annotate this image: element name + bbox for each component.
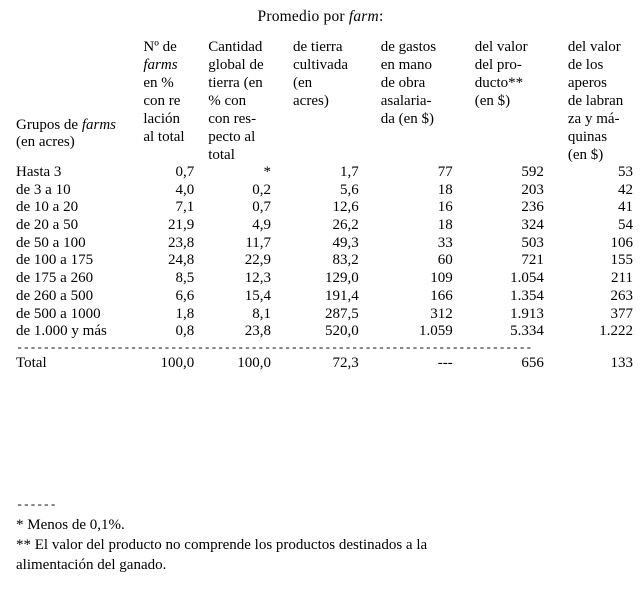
table-row bbox=[16, 252, 641, 270]
cell-cultivated: 129,0 bbox=[324, 270, 359, 287]
cell-labor: 77 bbox=[437, 164, 453, 180]
header-groups bbox=[16, 38, 143, 164]
h4-l2: de obra bbox=[380, 75, 426, 91]
header-total-land bbox=[208, 38, 293, 164]
h2-l6: total bbox=[208, 147, 235, 163]
cell-farms-pct: 0,8 bbox=[175, 323, 195, 340]
h1-l0: Nº de bbox=[143, 39, 177, 55]
h6-l3: de labran bbox=[567, 93, 624, 109]
table-supertitle bbox=[0, 8, 641, 26]
cell-farms-pct: 4,0 bbox=[175, 181, 195, 198]
farms-statistics-table bbox=[16, 38, 641, 373]
cell-cultivated: 83,2 bbox=[332, 252, 359, 269]
cell-implements: 53 bbox=[618, 164, 633, 180]
cell-cultivated: 520,0 bbox=[324, 323, 359, 340]
total-product: 656 bbox=[521, 355, 544, 372]
cell-product: 1.913 bbox=[510, 305, 544, 322]
header-wage-labor-expenses bbox=[381, 38, 475, 164]
h6-l0: del valor bbox=[567, 39, 621, 55]
cell-product: 592 bbox=[521, 164, 544, 180]
table-row bbox=[16, 270, 641, 288]
table-body bbox=[16, 164, 641, 341]
supertitle-prefix: Promedio por bbox=[257, 8, 349, 25]
h5-l1: del pro- bbox=[474, 57, 522, 73]
total-land-pct: 100,0 bbox=[237, 355, 272, 372]
h2-l4: con res- bbox=[208, 111, 257, 127]
cell-product: 721 bbox=[521, 252, 544, 269]
h4-l0: de gastos bbox=[380, 39, 437, 55]
total-farms-pct: 100,0 bbox=[160, 355, 195, 372]
table-row bbox=[16, 288, 641, 306]
cell-labor: 109 bbox=[430, 270, 453, 287]
h2-l2: tierra (en bbox=[208, 75, 263, 91]
h4-l1: en mano bbox=[380, 57, 432, 73]
cell-land-pct: 15,4 bbox=[244, 287, 272, 304]
h6-l5: quinas bbox=[567, 129, 608, 145]
cell-cultivated: 191,4 bbox=[324, 287, 359, 304]
h2-l3: % con bbox=[208, 93, 247, 109]
cell-land-pct: * bbox=[263, 164, 272, 180]
header-implements-value bbox=[568, 38, 641, 164]
total-labor: --- bbox=[437, 355, 453, 372]
cell-land-pct: 23,8 bbox=[244, 323, 272, 340]
total-label: Total bbox=[16, 355, 47, 372]
cell-labor: 18 bbox=[437, 217, 453, 234]
cell-implements: 211 bbox=[611, 270, 633, 287]
header-number-of-farms bbox=[143, 38, 208, 164]
cell-labor: 18 bbox=[437, 181, 453, 198]
cell-cultivated: 12,6 bbox=[332, 199, 359, 216]
cell-implements: 54 bbox=[618, 217, 633, 234]
cell-implements: 42 bbox=[618, 181, 633, 198]
row-label: de 260 a 500 bbox=[16, 287, 94, 304]
h1-l3: con re bbox=[143, 93, 181, 109]
cell-farms-pct: 24,8 bbox=[167, 252, 195, 269]
cell-product: 5.334 bbox=[510, 323, 544, 340]
total-cultivated: 72,3 bbox=[332, 355, 359, 372]
cell-product: 503 bbox=[521, 234, 544, 251]
cell-labor: 16 bbox=[437, 199, 453, 216]
total-implements: 133 bbox=[610, 355, 633, 372]
header-groups-line1-pre: Grupos de bbox=[16, 116, 82, 133]
cell-implements: 263 bbox=[610, 287, 633, 304]
footnote-2-line2: alimentación del ganado. bbox=[16, 556, 167, 573]
cell-land-pct: 12,3 bbox=[244, 270, 272, 287]
h3-l3: acres) bbox=[293, 93, 329, 109]
h1-l4: lación bbox=[143, 111, 181, 127]
cell-land-pct: 4,9 bbox=[252, 217, 272, 234]
cell-cultivated: 5,6 bbox=[339, 181, 359, 198]
row-label: Hasta 3 bbox=[16, 164, 62, 180]
cell-cultivated: 26,2 bbox=[332, 217, 359, 234]
cell-farms-pct: 6,6 bbox=[175, 287, 195, 304]
h6-l1: de los bbox=[567, 57, 604, 73]
row-label: de 100 a 175 bbox=[16, 252, 94, 269]
h3-l2: (en bbox=[293, 75, 313, 91]
table-row bbox=[16, 306, 641, 324]
footnotes bbox=[16, 498, 616, 575]
row-label: de 500 a 1000 bbox=[16, 305, 101, 322]
table-row bbox=[16, 235, 641, 253]
header-product-value bbox=[475, 38, 568, 164]
header-groups-line1-italic: farms bbox=[81, 116, 117, 133]
cell-farms-pct: 21,9 bbox=[167, 217, 195, 234]
table-row bbox=[16, 182, 641, 200]
cell-land-pct: 0,7 bbox=[252, 199, 272, 216]
cell-implements: 377 bbox=[610, 305, 633, 322]
cell-land-pct: 11,7 bbox=[245, 234, 272, 251]
h3-l1: cultivada bbox=[293, 57, 348, 73]
table-row bbox=[16, 164, 641, 182]
cell-farms-pct: 8,5 bbox=[175, 270, 195, 287]
h4-l4: da (en $) bbox=[380, 111, 435, 127]
h3-l0: de tierra bbox=[293, 39, 343, 55]
cell-land-pct: 0,2 bbox=[252, 181, 272, 198]
header-groups-line2: (en acres) bbox=[16, 134, 75, 151]
h6-l2: aperos bbox=[567, 75, 608, 91]
row-label: de 1.000 y más bbox=[16, 323, 107, 340]
cell-land-pct: 8,1 bbox=[252, 305, 272, 322]
cell-land-pct: 22,9 bbox=[244, 252, 272, 269]
table-row bbox=[16, 199, 641, 217]
cell-labor: 166 bbox=[430, 287, 453, 304]
footnote-1: * Menos de 0,1%. bbox=[16, 517, 125, 533]
table-divider bbox=[16, 341, 641, 355]
cell-cultivated: 287,5 bbox=[324, 305, 359, 322]
cell-product: 1.054 bbox=[510, 270, 544, 287]
cell-labor: 312 bbox=[430, 305, 453, 322]
cell-cultivated: 49,3 bbox=[332, 234, 359, 251]
h1-l5: al total bbox=[143, 129, 185, 145]
h5-l0: del valor bbox=[474, 39, 528, 55]
cell-farms-pct: 1,8 bbox=[175, 305, 195, 322]
cell-product: 203 bbox=[521, 181, 544, 198]
cell-farms-pct: 7,1 bbox=[175, 199, 195, 216]
row-label: de 20 a 50 bbox=[16, 217, 79, 234]
h5-l3: (en $) bbox=[474, 93, 511, 109]
h2-l1: global de bbox=[208, 57, 264, 73]
table-header-row bbox=[16, 38, 641, 164]
row-label: de 3 a 10 bbox=[16, 181, 71, 198]
row-label: de 50 a 100 bbox=[16, 234, 86, 251]
h2-l5: pecto al bbox=[208, 129, 256, 145]
h5-l2: ducto** bbox=[474, 75, 524, 91]
footnote-rule: ------ bbox=[16, 498, 57, 512]
cell-cultivated: 1,7 bbox=[339, 164, 359, 180]
h2-l0: Cantidad bbox=[208, 39, 263, 55]
divider-dashes: ----------------------------------------------------------------------------- bbox=[16, 340, 532, 355]
cell-implements: 41 bbox=[618, 199, 633, 216]
cell-farms-pct: 23,8 bbox=[167, 234, 195, 251]
cell-labor: 60 bbox=[437, 252, 453, 269]
supertitle-suffix: : bbox=[378, 8, 384, 25]
table-row bbox=[16, 217, 641, 235]
cell-implements: 106 bbox=[610, 234, 633, 251]
row-label: de 175 a 260 bbox=[16, 270, 94, 287]
header-cultivated-land bbox=[293, 38, 381, 164]
h1-l1: farms bbox=[143, 57, 178, 73]
cell-product: 236 bbox=[521, 199, 544, 216]
table-total-row bbox=[16, 355, 641, 373]
cell-labor: 33 bbox=[437, 234, 453, 251]
cell-product: 1.354 bbox=[510, 287, 544, 304]
h1-l2: en % bbox=[143, 75, 174, 91]
cell-labor: 1.059 bbox=[419, 323, 453, 340]
cell-implements: 155 bbox=[610, 252, 633, 269]
cell-product: 324 bbox=[521, 217, 544, 234]
h4-l3: asalaria- bbox=[380, 93, 432, 109]
cell-farms-pct: 0,7 bbox=[175, 164, 195, 180]
footnote-2-line1: ** El valor del producto no comprende los productos destinados a la bbox=[16, 536, 428, 553]
table-row bbox=[16, 323, 641, 341]
row-label: de 10 a 20 bbox=[16, 199, 79, 216]
supertitle-italic: farm bbox=[348, 8, 379, 25]
h6-l6: (en $) bbox=[567, 147, 604, 163]
h6-l4: za y má- bbox=[567, 111, 620, 127]
cell-implements: 1.222 bbox=[599, 323, 633, 340]
